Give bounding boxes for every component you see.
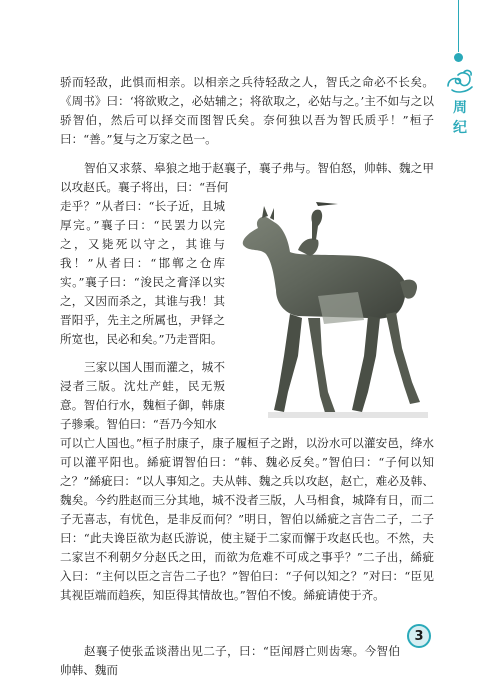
page-number: 3 (407, 624, 431, 648)
sidebar-dot (454, 53, 463, 62)
sidebar-rule (458, 0, 459, 52)
bronze-horse-image (228, 196, 434, 432)
cloud-dragon-ornament-icon (444, 66, 476, 96)
paragraph-2-column: 走乎？”从者曰：“长子近，且城厚完。”襄子曰：“民罢力以完之，又毙死以守之，其谁与我！”从者曰：“邯郸之仓库实。”襄子曰：“浚民之膏泽以实之，又因而杀之，其谁与我！其晋阳乎，先主之所属也，尹铎之所宽也，民必和矣。”乃走晋阳。 (60, 199, 225, 346)
paragraph-2-intro: 智伯又求蔡、皋狼之地于赵襄子，襄子弗与。智伯怒，帅韩、魏之甲以攻赵氏。襄子将出，曰：“吾何 (60, 161, 434, 194)
bronze-horse-figure (228, 196, 434, 432)
sidebar-chapter-label: 周 纪 (453, 100, 467, 136)
paragraph-4: 赵襄子使张孟谈潜出见二子，曰：“臣闻唇亡则齿寒。今智伯帅韩、魏而 (60, 644, 400, 677)
paragraph-3-continued: 可以亡人国也。”桓子肘康子，康子履桓子之跗，以汾水可以灌安邑，绛水可以灌平阳也。絺疵谓智伯曰：“韩、魏必反矣。”智伯曰：“子何以知之？”絺疵曰：“以人事知之。夫从韩、魏之兵以攻赵，赵亡，难必及韩、魏矣。今约胜赵而三分其地，城不没者三版，人马相食，城降有日，而二子无喜志，有忧色，是非反而何？”明日，智伯以絺疵之言告二子，二子曰：“此夫谗臣欲为赵氏游说，使主疑于二家而懈于攻赵氏也。不然，夫二家岂不利朝夕分赵氏之田，而欲为危难不可成之事乎？”二子出，絺疵入曰：“主何以臣之言告二子也？”智伯曰：“子何以知之？”对曰：“臣见其视臣端而趋疾，知臣得其情故也。”智伯不悛。絺疵请使于齐。 (60, 436, 434, 602)
paragraph-3-column: 三家以国人围而灌之，城不浸者三版。沈灶产蛙，民无叛意。智伯行水，魏桓子御，韩康子骖乘。智伯曰：“吾乃今知水 (60, 360, 225, 431)
paragraph-1: 骄而轻敌，此惧而相亲。以相亲之兵待轻敌之人，智氏之命必不长矣。《周书》曰：‘将欲败之，必姑辅之；将欲取之，必姑与之。’主不如与之以骄智伯，然后可以择交而图智氏矣。奈何独以吾为智氏质乎！”桓子曰：“善。”复与之万家之邑一。 (60, 75, 434, 146)
